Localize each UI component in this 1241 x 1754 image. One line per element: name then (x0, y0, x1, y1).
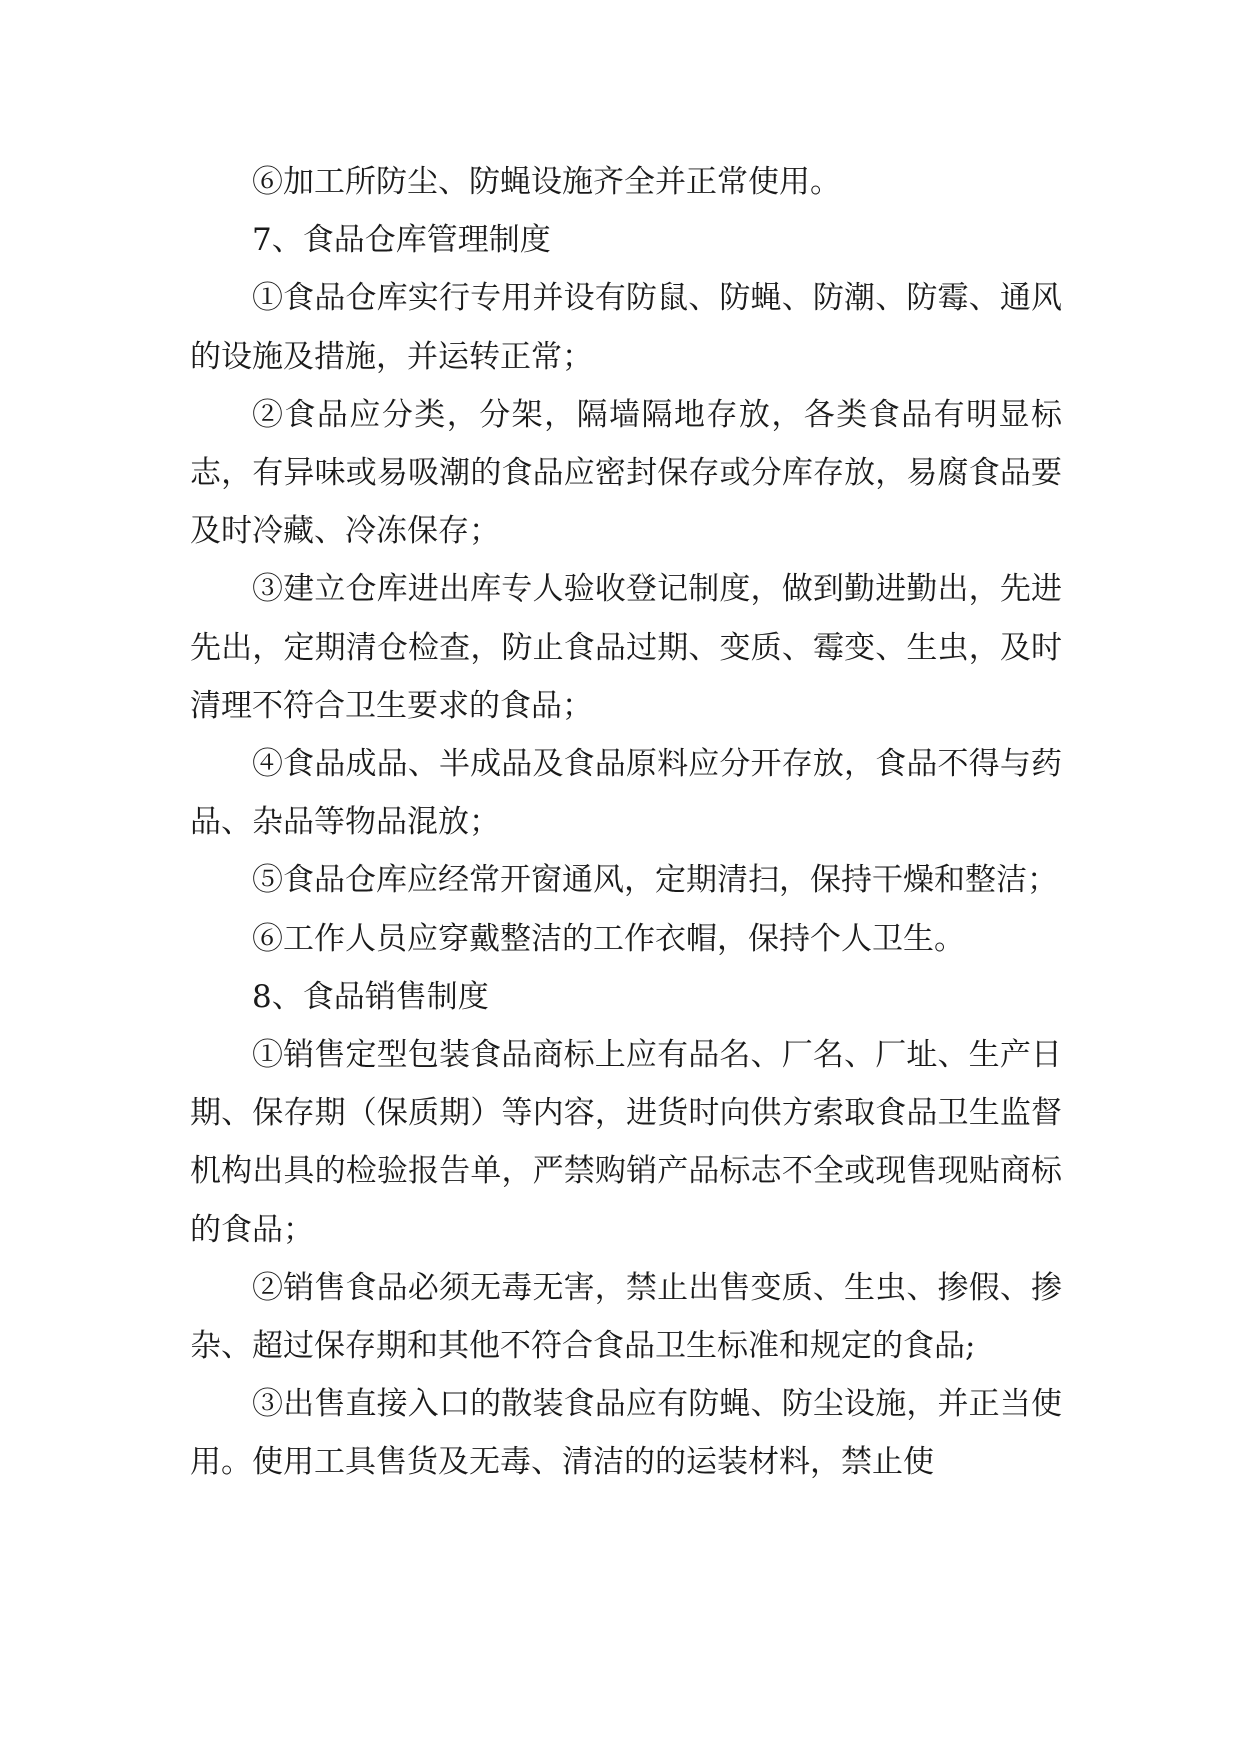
section-heading-sales: 8、食品销售制度 (252, 978, 489, 1015)
section-heading-warehouse: 7、食品仓库管理制度 (252, 222, 551, 259)
paragraph-warehouse-4: ④食品成品、半成品及食品原料应分开存放，食品不得与药品、杂品等物品混放； (190, 746, 1062, 841)
paragraph-warehouse-1: ①食品仓库实行专用并设有防鼠、防蝇、防潮、防霉、通风的设施及措施，并运转正常； (190, 280, 1062, 375)
paragraph-warehouse-5: ⑤食品仓库应经常开窗通风，定期清扫，保持干燥和整洁； (252, 862, 1058, 899)
paragraph-sales-1: ①销售定型包装食品商标上应有品名、厂名、厂址、生产日期、保存期（保质期）等内容，进货时向供方索取食品卫生监督机构出具的检验报告单，严禁购销产品标志不全或现售现贴商标的食品； (190, 1037, 1062, 1248)
paragraph-sales-2: ②销售食品必须无毒无害，禁止出售变质、生虫、掺假、掺杂、超过保存期和其他不符合食品卫生标准和规定的食品; (190, 1269, 1062, 1365)
paragraph-item-6-dustproof: ⑥加工所防尘、防蝇设施齐全并正常使用。 (252, 164, 841, 200)
document-body (190, 153, 1062, 1492)
paragraph-warehouse-2: ②食品应分类，分架，隔墙隔地存放，各类食品有明显标志，有异味或易吸潮的食品应密封保存或分库存放，易腐食品要及时冷藏、冷冻保存； (190, 396, 1062, 550)
paragraph-warehouse-3: ③建立仓库进出库专人验收登记制度，做到勤进勤出，先进先出，定期清仓检查，防止食品过期、变质、霉变、生虫，及时清理不符合卫生要求的食品； (190, 571, 1062, 724)
paragraph-warehouse-6: ⑥工作人员应穿戴整洁的工作衣帽，保持个人卫生。 (252, 920, 965, 957)
paragraph-sales-3: ③出售直接入口的散装食品应有防蝇、防尘设施，并正当使用。使用工具售货及无毒、清洁的的运装材料，禁止使 (190, 1386, 1062, 1481)
